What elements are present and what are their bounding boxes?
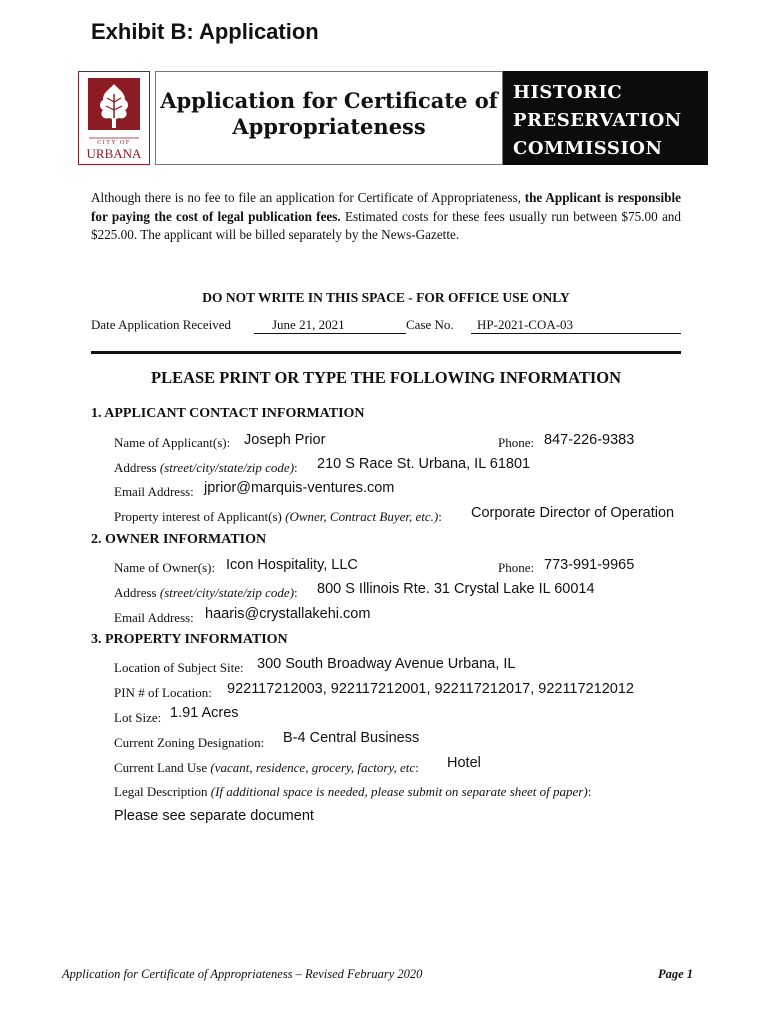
- owner-phone-label: Phone:: [498, 560, 535, 575]
- lot-size-label: Lot Size:: [114, 710, 162, 725]
- lot-size-field[interactable]: 1.91 Acres: [170, 705, 239, 721]
- date-received-label: Date Application Received: [91, 317, 232, 332]
- owner-email-label: Email Address:: [114, 610, 194, 625]
- exhibit-title: Exhibit B: Application: [91, 19, 319, 44]
- zoning-field[interactable]: B-4 Central Business: [283, 730, 420, 746]
- city-logo: [78, 71, 150, 165]
- divider: [91, 351, 681, 354]
- owner-name-field[interactable]: Icon Hospitality, LLC: [226, 557, 358, 573]
- applicant-email-field[interactable]: jprior@marquis-ventures.com: [204, 480, 395, 496]
- owner-address-label: Address (street/city/state/zip code):: [114, 585, 298, 600]
- applicant-name-label: Name of Applicant(s):: [114, 435, 231, 450]
- fee-notice: [91, 189, 681, 245]
- applicant-address-field[interactable]: 210 S Race St. Urbana, IL 61801: [317, 456, 531, 472]
- fee-notice-part2: Estimated costs for these fees usually run between $75.00 and $225.00. The applicant will be billed separately by the News-Gazette.: [91, 208, 681, 242]
- fee-notice-part1: Although there is no fee to file an application for Certificate of Appropriateness,: [91, 190, 525, 205]
- commission-banner: [503, 71, 708, 165]
- section-owner-heading: 2. OWNER INFORMATION: [91, 532, 267, 547]
- form-title-line2: Appropriateness: [232, 114, 426, 139]
- land-use-label: Current Land Use (vacant, residence, grocery, factory, etc:: [114, 760, 419, 775]
- applicant-address-label: Address (street/city/state/zip code):: [114, 460, 298, 475]
- urbana-leaf-icon: [79, 72, 149, 164]
- case-no-label: Case No.: [406, 317, 454, 332]
- section-property-heading: 3. PROPERTY INFORMATION: [91, 632, 288, 647]
- zoning-label: Current Zoning Designation:: [114, 735, 265, 750]
- applicant-email-label: Email Address:: [114, 484, 194, 499]
- case-no-field[interactable]: HP-2021-COA-03: [471, 317, 681, 334]
- applicant-phone-field[interactable]: 847-226-9383: [544, 432, 635, 448]
- form-title-box: [155, 71, 503, 165]
- owner-name-label: Name of Owner(s):: [114, 560, 216, 575]
- applicant-phone-label: Phone:: [498, 435, 535, 450]
- owner-phone-field[interactable]: 773-991-9965: [544, 557, 635, 573]
- legal-description-field[interactable]: Please see separate document: [114, 808, 314, 824]
- office-use-title: DO NOT WRITE IN THIS SPACE - FOR OFFICE USE ONLY: [202, 290, 570, 305]
- applicant-interest-label: Property interest of Applicant(s) (Owner, Contract Buyer, etc.):: [114, 509, 442, 524]
- date-received-field[interactable]: June 21, 2021: [254, 317, 406, 334]
- land-use-field[interactable]: Hotel: [447, 755, 481, 771]
- commission-line2: PRESERVATION: [513, 110, 682, 131]
- site-location-field[interactable]: 300 South Broadway Avenue Urbana, IL: [257, 656, 516, 672]
- legal-description-label: Legal Description (If additional space is needed, please submit on separate sheet of paper):: [114, 784, 592, 799]
- print-instructions-title: PLEASE PRINT OR TYPE THE FOLLOWING INFORMATION: [150, 368, 622, 387]
- section-applicant-heading: 1. APPLICANT CONTACT INFORMATION: [91, 406, 365, 421]
- fee-notice-bold: the Applicant is responsible for paying the cost of legal publication fees.: [91, 190, 681, 224]
- owner-email-field[interactable]: haaris@crystallakehi.com: [205, 606, 371, 622]
- applicant-interest-field[interactable]: Corporate Director of Operation: [471, 505, 675, 521]
- commission-line3: COMMISSION: [513, 138, 663, 159]
- page-number: Page 1: [658, 967, 694, 981]
- form-title-line1: Application for Certificate of: [160, 88, 498, 113]
- pin-field[interactable]: 922117212003, 922117212001, 922117212017, 922117212012: [227, 681, 634, 697]
- applicant-name-field[interactable]: Joseph Prior: [244, 432, 326, 448]
- site-location-label: Location of Subject Site:: [114, 660, 244, 675]
- logo-city-of: CITY OF: [97, 140, 131, 146]
- pin-label: PIN # of Location:: [114, 685, 212, 700]
- commission-line1: HISTORIC: [513, 82, 623, 103]
- owner-address-field[interactable]: 800 S Illinois Rte. 31 Crystal Lake IL 60014: [317, 581, 595, 597]
- footer-revision: Application for Certificate of Appropriateness – Revised February 2020: [62, 967, 423, 981]
- logo-urbana: URBANA: [86, 146, 142, 161]
